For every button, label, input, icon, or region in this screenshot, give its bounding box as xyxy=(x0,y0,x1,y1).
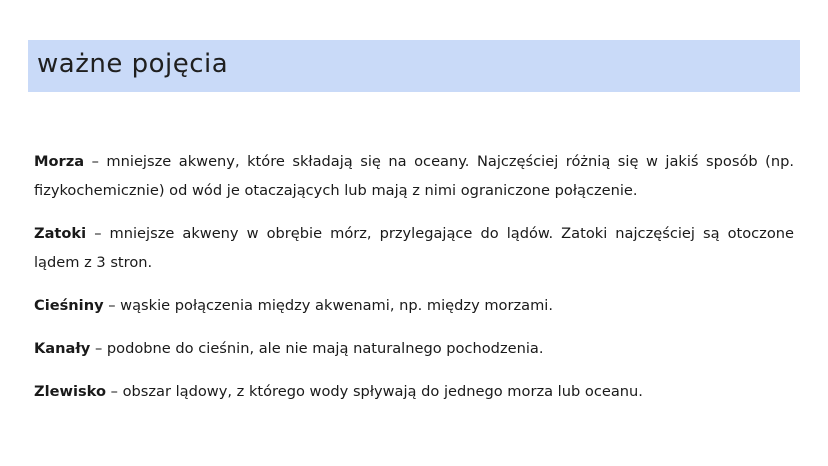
term-label: Kanały xyxy=(34,340,91,357)
definition-kanaly xyxy=(34,334,794,363)
term-label: Zatoki xyxy=(34,225,87,242)
term-definition: – obszar lądowy, z którego wody spływają do jednego morza lub oceanu. xyxy=(106,383,643,400)
definition-zatoki xyxy=(34,219,794,277)
term-definition: – mniejsze akweny, które składają się na oceany. Najczęściej różnią się w jakiś sposób (np. fizykochemicznie) od wód je otaczających lub mają z nimi ograniczone połączenie. xyxy=(34,153,794,199)
definition-ciesniny xyxy=(34,291,794,320)
definition-zlewisko xyxy=(34,377,794,406)
slide-title: ważne pojęcia xyxy=(37,49,229,79)
term-label: Morza xyxy=(34,153,85,170)
term-label: Zlewisko xyxy=(34,383,106,400)
definitions-list xyxy=(34,147,794,420)
term-definition: – mniejsze akweny w obrębie mórz, przylegające do lądów. Zatoki najczęściej są otoczone lądem z 3 stron. xyxy=(34,225,794,271)
term-definition: – podobne do cieśnin, ale nie mają naturalnego pochodzenia. xyxy=(90,340,544,357)
term-label: Cieśniny xyxy=(34,297,104,314)
definition-morza xyxy=(34,147,794,205)
term-definition: – wąskie połączenia między akwenami, np. między morzami. xyxy=(103,297,553,314)
title-bar xyxy=(28,40,800,92)
